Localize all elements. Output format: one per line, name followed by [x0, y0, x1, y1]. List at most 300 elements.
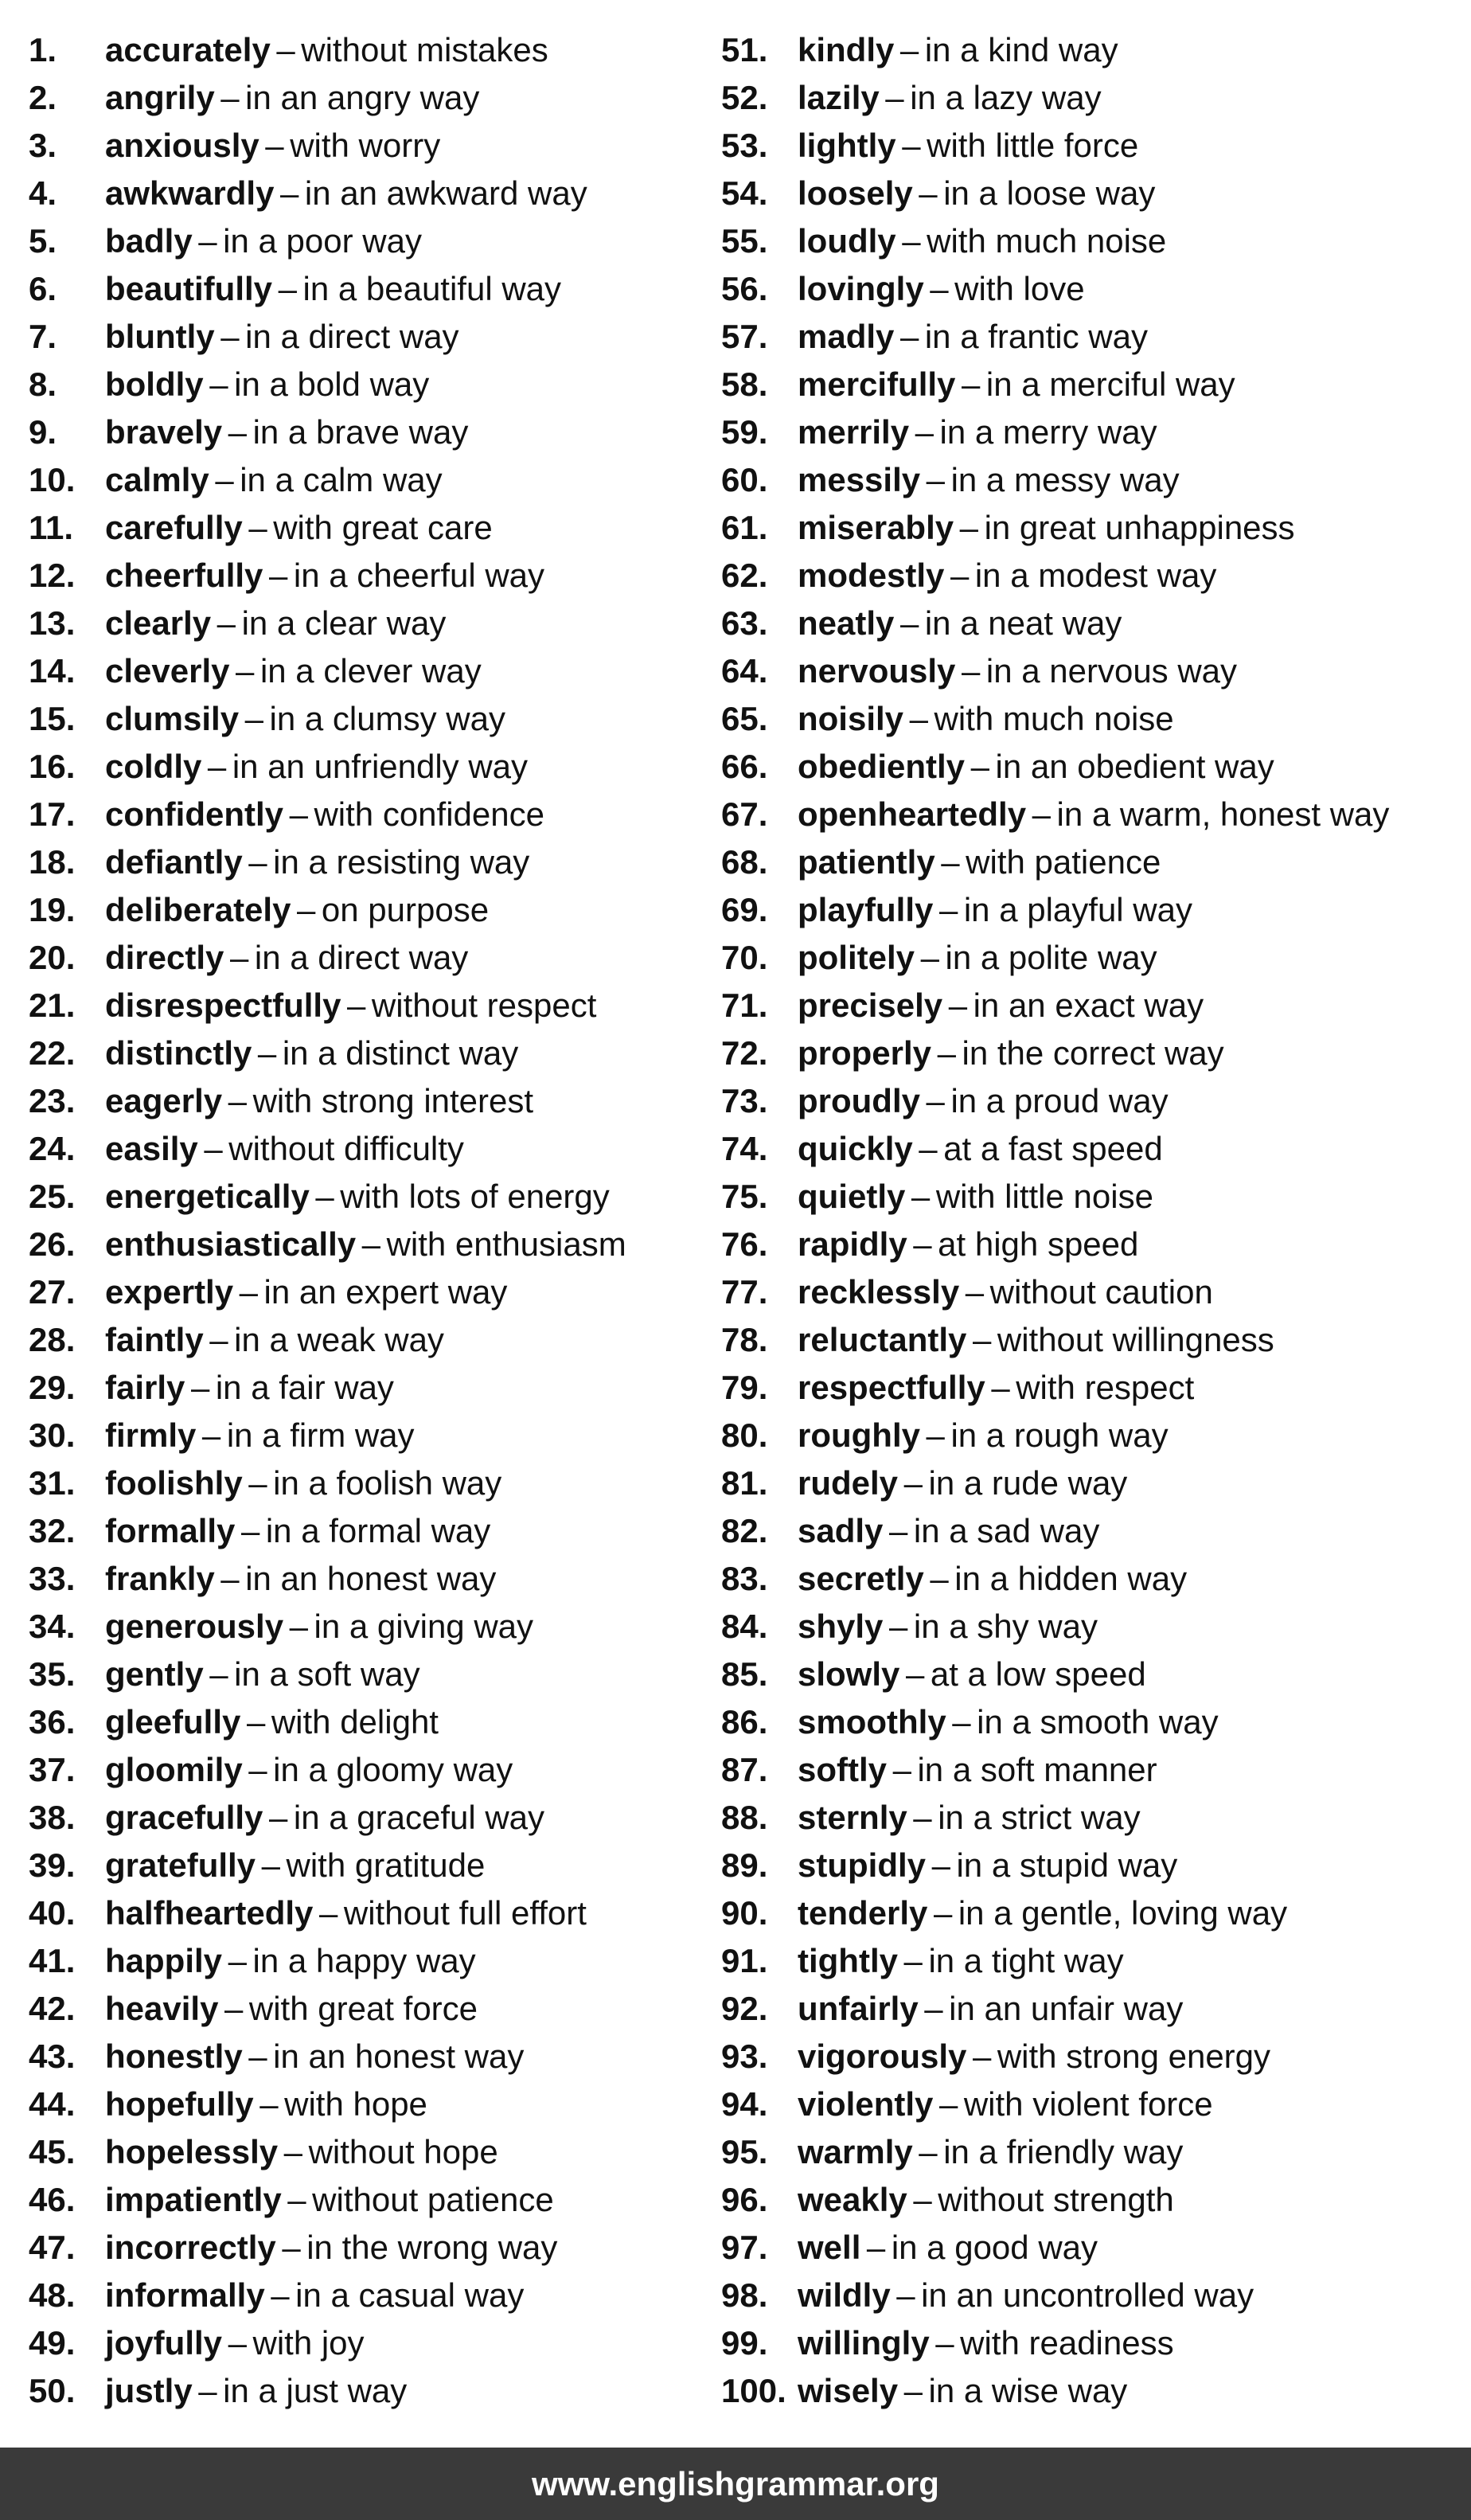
list-item [29, 166, 689, 213]
adverb-word: cheerfully [105, 557, 263, 594]
adverb-word: easily [105, 1130, 198, 1167]
item-number: 19. [29, 891, 76, 928]
list-item [29, 1455, 689, 1503]
item-number: 63. [721, 604, 768, 642]
dash-separator: – [888, 1512, 908, 1549]
item-number: 14. [29, 652, 76, 690]
dash-separator: – [903, 2372, 923, 2409]
item-number: 79. [721, 1369, 768, 1406]
item-number: 80. [721, 1416, 768, 1454]
dash-separator: – [919, 174, 938, 212]
list-item [29, 1408, 689, 1455]
item-number: 41. [29, 1942, 76, 1979]
dash-separator: – [280, 174, 299, 212]
adverb-word: weakly [798, 2181, 907, 2218]
list-item [29, 1073, 689, 1121]
list-item [721, 2124, 1461, 2172]
adverb-word: properly [798, 1034, 932, 1072]
dash-separator: – [228, 2324, 247, 2362]
item-number: 43. [29, 2037, 76, 2075]
adverb-meaning: in an angry way [245, 79, 480, 116]
item-number: 69. [721, 891, 768, 928]
dash-separator: – [318, 1894, 338, 1932]
adverb-meaning: on purpose [321, 891, 490, 928]
dash-separator: – [903, 1942, 923, 1979]
footer-bar [0, 2448, 1471, 2520]
adverb-meaning: in a sad way [913, 1512, 1100, 1549]
list-item [29, 500, 689, 548]
dash-separator: – [248, 509, 267, 546]
list-item [721, 1742, 1461, 1790]
list-item [721, 2029, 1461, 2077]
item-number: 73. [721, 1082, 768, 1119]
item-number: 1. [29, 31, 57, 68]
item-number: 2. [29, 79, 57, 116]
adverb-word: precisely [798, 987, 943, 1024]
list-item [29, 2220, 689, 2268]
dash-separator: – [961, 652, 981, 690]
adverb-word: gleefully [105, 1703, 241, 1741]
item-number: 57. [721, 318, 768, 355]
adverb-word: warmly [798, 2133, 913, 2170]
dash-separator: – [209, 1321, 228, 1358]
adverb-meaning: without full effort [343, 1894, 587, 1932]
list-item [721, 1264, 1461, 1312]
dash-separator: – [941, 843, 960, 881]
adverb-meaning: in a friendly way [943, 2133, 1184, 2170]
list-item [721, 1981, 1461, 2029]
website-url: www.englishgrammar.org [532, 2465, 939, 2502]
adverb-meaning: in a foolish way [273, 1464, 502, 1502]
adverb-meaning: with strong energy [997, 2037, 1271, 2075]
item-number: 71. [721, 987, 768, 1024]
item-number: 94. [721, 2085, 768, 2123]
item-number: 32. [29, 1512, 76, 1549]
item-number: 83. [721, 1560, 768, 1597]
dash-separator: – [965, 1273, 985, 1311]
list-item [721, 643, 1461, 691]
item-number: 72. [721, 1034, 768, 1072]
adverb-word: hopefully [105, 2085, 254, 2123]
adverb-meaning: in a firm way [226, 1416, 415, 1454]
list-item [29, 548, 689, 596]
adverb-meaning: in an unfriendly way [232, 748, 529, 785]
list-item [721, 70, 1461, 118]
adverb-word: badly [105, 222, 193, 260]
dash-separator: – [265, 127, 284, 164]
dash-separator: – [926, 1416, 945, 1454]
dash-separator: – [935, 2324, 954, 2362]
adverb-meaning: with confidence [314, 795, 544, 833]
list-item [721, 548, 1461, 596]
dash-separator: – [930, 270, 949, 307]
item-number: 78. [721, 1321, 768, 1358]
item-number: 4. [29, 174, 57, 212]
adverb-meaning: in a calm way [240, 461, 443, 498]
adverb-list-right-column [721, 22, 1461, 2411]
item-number: 52. [721, 79, 768, 116]
adverb-word: anxiously [105, 127, 259, 164]
adverb-word: incorrectly [105, 2229, 276, 2266]
list-item [721, 978, 1461, 1026]
dash-separator: – [228, 1942, 247, 1979]
list-item [29, 357, 689, 404]
list-item [721, 1073, 1461, 1121]
adverb-meaning: in a polite way [945, 939, 1157, 976]
adverb-meaning: with readiness [960, 2324, 1174, 2362]
item-number: 76. [721, 1225, 768, 1263]
item-number: 20. [29, 939, 76, 976]
item-number: 11. [29, 509, 74, 546]
item-number: 12. [29, 557, 76, 594]
dash-separator: – [919, 2133, 938, 2170]
item-number: 42. [29, 1990, 76, 2027]
adverb-word: accurately [105, 31, 271, 68]
list-item [721, 1694, 1461, 1742]
adverb-meaning: in a gloomy way [273, 1751, 513, 1788]
item-number: 56. [721, 270, 768, 307]
adverb-word: madly [798, 318, 895, 355]
adverb-meaning: in a direct way [254, 939, 469, 976]
item-number: 31. [29, 1464, 76, 1502]
list-item [721, 2315, 1461, 2363]
adverb-meaning: in a clumsy way [269, 700, 505, 737]
list-item [721, 882, 1461, 930]
adverb-meaning: with much noise [934, 700, 1174, 737]
dash-separator: – [892, 1751, 911, 1788]
adverb-meaning: in an expert way [263, 1273, 508, 1311]
list-item [29, 930, 689, 978]
dash-separator: – [915, 413, 934, 451]
adverb-word: honestly [105, 2037, 243, 2075]
dash-separator: – [297, 891, 316, 928]
item-number: 44. [29, 2085, 76, 2123]
dash-separator: – [931, 1846, 950, 1884]
list-item [29, 596, 689, 643]
adverb-meaning: in an obedient way [995, 748, 1274, 785]
dash-separator: – [902, 222, 921, 260]
adverb-meaning: in a resisting way [273, 843, 530, 881]
dash-separator: – [888, 1608, 908, 1645]
adverb-word: wildly [798, 2276, 891, 2314]
adverb-word: hopelessly [105, 2133, 279, 2170]
list-item [29, 261, 689, 309]
list-item [29, 882, 689, 930]
dash-separator: – [248, 843, 267, 881]
adverb-word: sternly [798, 1799, 907, 1836]
list-item [29, 2029, 689, 2077]
adverb-meaning: in a modest way [974, 557, 1217, 594]
item-number: 91. [721, 1942, 768, 1979]
list-item [721, 118, 1461, 166]
item-number: 38. [29, 1799, 76, 1836]
adverb-meaning: in a warm, honest way [1056, 795, 1390, 833]
adverb-word: coldly [105, 748, 202, 785]
dash-separator: – [268, 557, 288, 594]
list-item [29, 1121, 689, 1169]
item-number: 84. [721, 1608, 768, 1645]
list-item [29, 1933, 689, 1981]
adverb-meaning: in a smooth way [977, 1703, 1219, 1741]
adverb-word: awkwardly [105, 174, 275, 212]
adverb-word: smoothly [798, 1703, 946, 1741]
item-number: 35. [29, 1655, 76, 1693]
adverb-word: justly [105, 2372, 193, 2409]
adverb-word: angrily [105, 79, 215, 116]
adverb-meaning: with strong interest [252, 1082, 534, 1119]
adverb-meaning: in a graceful way [293, 1799, 545, 1836]
adverb-word: lightly [798, 127, 896, 164]
list-item [29, 452, 689, 500]
adverb-word: well [798, 2229, 861, 2266]
dash-separator: – [220, 1560, 240, 1597]
item-number: 99. [721, 2324, 768, 2362]
adverb-word: formally [105, 1512, 236, 1549]
adverb-word: softly [798, 1751, 888, 1788]
dash-separator: – [257, 1034, 277, 1072]
item-number: 5. [29, 222, 57, 260]
adverb-meaning: without patience [312, 2181, 554, 2218]
adverb-word: roughly [798, 1416, 920, 1454]
adverb-word: beautifully [105, 270, 273, 307]
item-number: 86. [721, 1703, 768, 1741]
adverb-word: playfully [798, 891, 934, 928]
adverb-word: willingly [798, 2324, 930, 2362]
adverb-word: directly [105, 939, 224, 976]
list-item [29, 739, 689, 787]
adverb-word: lovingly [798, 270, 924, 307]
item-number: 53. [721, 127, 768, 164]
list-item [29, 1169, 689, 1217]
dash-separator: – [991, 1369, 1010, 1406]
adverb-meaning: with gratitude [286, 1846, 486, 1884]
adverb-meaning: without mistakes [301, 31, 548, 68]
item-number: 59. [721, 413, 768, 451]
adverb-word: confidently [105, 795, 284, 833]
list-item [29, 1838, 689, 1885]
list-item [721, 1312, 1461, 1360]
dash-separator: – [899, 318, 919, 355]
item-number: 54. [721, 174, 768, 212]
dash-separator: – [209, 365, 228, 403]
list-item [721, 1169, 1461, 1217]
dash-separator: – [244, 700, 263, 737]
dash-separator: – [926, 461, 946, 498]
item-number: 18. [29, 843, 76, 881]
dash-separator: – [361, 1225, 381, 1263]
dash-separator: – [903, 1464, 923, 1502]
adverb-meaning: with enthusiasm [386, 1225, 626, 1263]
item-number: 16. [29, 748, 76, 785]
adverb-word: heavily [105, 1990, 219, 2027]
adverb-meaning: with much noise [927, 222, 1167, 260]
item-number: 74. [721, 1130, 768, 1167]
dash-separator: – [948, 987, 968, 1024]
dash-separator: – [972, 1321, 992, 1358]
item-number: 29. [29, 1369, 76, 1406]
adverb-meaning: without hope [308, 2133, 498, 2170]
list-item [29, 2172, 689, 2220]
item-number: 82. [721, 1512, 768, 1549]
adverb-meaning: in a direct way [245, 318, 459, 355]
item-number: 95. [721, 2133, 768, 2170]
dash-separator: – [920, 939, 939, 976]
item-number: 68. [721, 843, 768, 881]
adverb-meaning: in the correct way [962, 1034, 1224, 1072]
adverb-meaning: in a gentle, loving way [958, 1894, 1288, 1932]
item-number: 23. [29, 1082, 76, 1119]
adverb-word: violently [798, 2085, 934, 2123]
item-number: 90. [721, 1894, 768, 1932]
dash-separator: – [287, 2181, 306, 2218]
adverb-word: wisely [798, 2372, 899, 2409]
dash-separator: – [959, 509, 979, 546]
adverb-meaning: in a clever way [259, 652, 482, 690]
item-number: 93. [721, 2037, 768, 2075]
dash-separator: – [259, 2085, 279, 2123]
list-item [721, 2172, 1461, 2220]
adverb-word: fairly [105, 1369, 185, 1406]
item-number: 3. [29, 127, 57, 164]
item-number: 10. [29, 461, 76, 498]
adverb-meaning: in a proud way [950, 1082, 1169, 1119]
dash-separator: – [937, 1034, 956, 1072]
dash-separator: – [905, 1655, 925, 1693]
adverb-word: obediently [798, 748, 966, 785]
dash-separator: – [248, 2037, 267, 2075]
dash-separator: – [248, 1464, 267, 1502]
adverb-word: merrily [798, 413, 910, 451]
list-item [721, 1217, 1461, 1264]
list-item [29, 1647, 689, 1694]
dash-separator: – [347, 987, 366, 1024]
item-number: 28. [29, 1321, 76, 1358]
list-item [721, 691, 1461, 739]
item-number: 75. [721, 1178, 768, 1215]
adverb-meaning: with respect [1016, 1369, 1195, 1406]
adverb-meaning: in a loose way [943, 174, 1156, 212]
adverb-word: proudly [798, 1082, 920, 1119]
list-item [29, 1217, 689, 1264]
list-item [721, 2077, 1461, 2124]
adverb-word: bravely [105, 413, 223, 451]
dash-separator: – [201, 1416, 221, 1454]
item-number: 49. [29, 2324, 76, 2362]
adverb-word: gracefully [105, 1799, 263, 1836]
dash-separator: – [248, 1751, 267, 1788]
item-number: 7. [29, 318, 57, 355]
adverb-meaning: in a brave way [252, 413, 469, 451]
adverb-word: deliberately [105, 891, 291, 928]
adverb-meaning: at high speed [938, 1225, 1139, 1263]
list-item [721, 166, 1461, 213]
list-item [721, 1503, 1461, 1551]
adverb-meaning: with lots of energy [340, 1178, 610, 1215]
item-number: 47. [29, 2229, 76, 2266]
item-number: 21. [29, 987, 76, 1024]
adverb-meaning: in a lazy way [910, 79, 1102, 116]
dash-separator: – [896, 2276, 915, 2314]
adverb-word: halfheartedly [105, 1894, 314, 1932]
adverb-word: gloomily [105, 1751, 243, 1788]
list-item [721, 1885, 1461, 1933]
adverb-meaning: with delight [271, 1703, 439, 1741]
adverb-word: carefully [105, 509, 243, 546]
adverb-list-left-column [29, 22, 689, 2411]
adverb-meaning: in a fair way [215, 1369, 394, 1406]
dash-separator: – [924, 1990, 943, 2027]
dash-separator: – [224, 1990, 244, 2027]
adverb-word: lazily [798, 79, 880, 116]
adverb-word: respectfully [798, 1369, 985, 1406]
item-number: 8. [29, 365, 57, 403]
adverb-meaning: in an exact way [973, 987, 1204, 1024]
dash-separator: – [961, 365, 981, 403]
item-number: 33. [29, 1560, 76, 1597]
list-item [29, 70, 689, 118]
adverb-meaning: without respect [371, 987, 597, 1024]
dash-separator: – [1032, 795, 1051, 833]
adverb-word: distinctly [105, 1034, 252, 1072]
adverb-meaning: with love [954, 270, 1085, 307]
adverb-meaning: at a low speed [930, 1655, 1146, 1693]
list-item [721, 787, 1461, 834]
entry-text [798, 2363, 1127, 2419]
list-item [29, 643, 689, 691]
adverb-meaning: in a clear way [241, 604, 447, 642]
adverb-meaning: in a wise way [928, 2372, 1128, 2409]
list-item [721, 1790, 1461, 1838]
adverb-meaning: in a playful way [963, 891, 1192, 928]
list-item [721, 2220, 1461, 2268]
dash-separator: – [938, 891, 958, 928]
adverb-meaning: with joy [252, 2324, 365, 2362]
dash-separator: – [228, 1082, 248, 1119]
item-number: 85. [721, 1655, 768, 1693]
dash-separator: – [972, 2037, 992, 2075]
list-item [721, 500, 1461, 548]
item-number: 55. [721, 222, 768, 260]
adverb-meaning: in a frantic way [924, 318, 1148, 355]
list-item [29, 1312, 689, 1360]
adverb-meaning: without difficulty [228, 1130, 464, 1167]
adverb-meaning: with great force [248, 1990, 478, 2027]
item-number: 60. [721, 461, 768, 498]
adverb-meaning: with patience [966, 843, 1161, 881]
adverb-word: joyfully [105, 2324, 223, 2362]
adverb-meaning: in a happy way [252, 1942, 476, 1979]
list-item [29, 1599, 689, 1647]
list-item [29, 22, 689, 70]
dash-separator: – [913, 1799, 932, 1836]
dash-separator: – [899, 31, 919, 68]
list-item [721, 739, 1461, 787]
list-item [721, 1599, 1461, 1647]
adverb-meaning: in a weak way [234, 1321, 444, 1358]
list-item [721, 1551, 1461, 1599]
adverb-meaning: in a just way [223, 2372, 408, 2409]
item-number: 92. [721, 1990, 768, 2027]
adverb-meaning: in a soft way [234, 1655, 420, 1693]
list-item [29, 2363, 689, 2411]
adverb-word: clumsily [105, 700, 240, 737]
adverb-word: tightly [798, 1942, 898, 1979]
list-item [721, 404, 1461, 452]
adverb-word: noisily [798, 700, 904, 737]
dash-separator: – [289, 795, 308, 833]
item-number: 88. [721, 1799, 768, 1836]
item-number: 81. [721, 1464, 768, 1502]
